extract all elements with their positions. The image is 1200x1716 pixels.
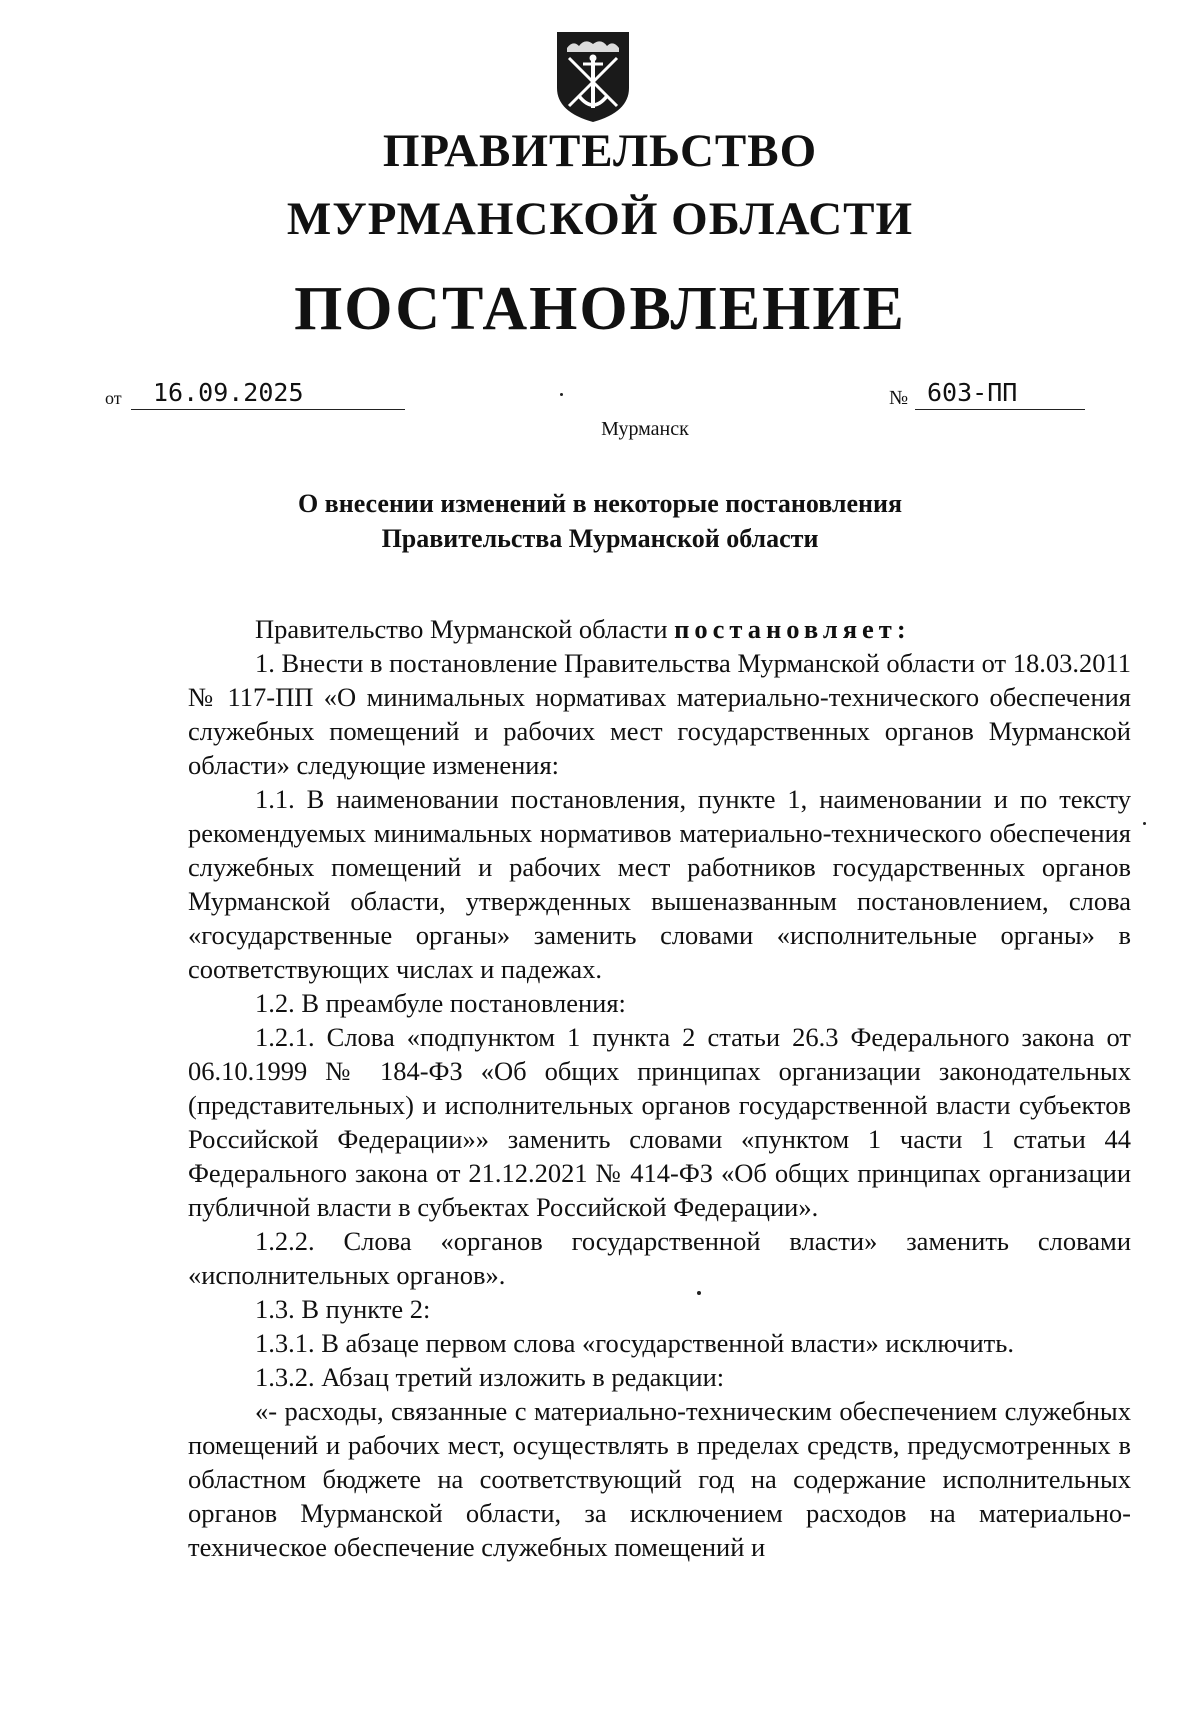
scan-speck bbox=[560, 393, 563, 396]
scan-speck bbox=[697, 1291, 701, 1295]
subject-line2: Правительства Мурманской области bbox=[381, 524, 819, 553]
date-number-row bbox=[105, 378, 1105, 414]
intro-paragraph bbox=[188, 612, 1131, 646]
date-prefix: от bbox=[105, 388, 122, 408]
document-subject bbox=[0, 486, 1200, 556]
paragraph-1-3: 1.3. В пункте 2: bbox=[255, 1294, 431, 1324]
quoted-paragraph: «- расходы, связанные с материально-техническим обеспечением служебных помещений и рабочих мест, осуществлять в пределах средств, предусмотренных в областном бюджете на соответствующий год на содержание исполнительных органов Мурманской области, за исключением расходов на материально-техническое обеспечение служебных помещений и bbox=[188, 1396, 1131, 1562]
subject-line1: О внесении изменений в некоторые постановления bbox=[297, 489, 903, 518]
organization-name-line1: ПРАВИТЕЛЬСТВО bbox=[382, 125, 818, 177]
number-sign: № bbox=[889, 387, 909, 409]
paragraph-1-2-1: 1.2.1. Слова «подпунктом 1 пункта 2 статьи 26.3 Федерального закона от 06.10.1999 № 184-ФЗ «Об общих принципах организации законодательных (представительных) и исполнительных органов государственной власти субъектов Российской Федерации»» заменить словами «пунктом 1 части 1 статьи 44 Федерального закона от 21.12.2021 № 414-ФЗ «Об общих принципах организации публичной власти в субъектах Российской Федерации». bbox=[188, 1022, 1131, 1222]
intro-text: Правительство Мурманской области bbox=[255, 614, 668, 644]
document-date: 16.09.2025 bbox=[131, 378, 405, 410]
document-body bbox=[188, 612, 1131, 1564]
document-type-title: ПОСТАНОВЛЕНИЕ bbox=[294, 275, 906, 343]
coat-of-arms-icon bbox=[553, 28, 633, 124]
paragraph-1-1: 1.1. В наименовании постановления, пункте 1, наименовании и по тексту рекомендуемых минимальных нормативов материально-технического обеспечения служебных помещений и рабочих мест работников государственных органов Мурманской области, утвержденных вышеназванным постановлением, слова «государственные органы» заменить словами «исполнительные органы» в соответствующих числах и падежах. bbox=[188, 784, 1131, 984]
document-number: 603-ПП bbox=[915, 378, 1085, 410]
paragraph-1-3-1: 1.3.1. В абзаце первом слова «государственной власти» исключить. bbox=[255, 1328, 1014, 1358]
paragraph-1: 1. Внести в постановление Правительства Мурманской области от 18.03.2011 № 117-ПП «О минимальных нормативах материально-технического обеспечения служебных помещений и рабочих мест государственных органов Мурманской области» следующие изменения: bbox=[188, 648, 1131, 780]
scan-speck bbox=[1143, 822, 1146, 825]
organization-name-line2: МУРМАНСКОЙ ОБЛАСТИ bbox=[286, 193, 914, 245]
issue-city: Мурманск bbox=[601, 418, 689, 440]
paragraph-1-2-2: 1.2.2. Слова «органов государственной власти» заменить словами «исполнительных органов». bbox=[188, 1226, 1131, 1290]
paragraph-1-3-2: 1.3.2. Абзац третий изложить в редакции: bbox=[255, 1362, 725, 1392]
intro-verb: постановляет: bbox=[674, 614, 911, 644]
paragraph-1-2: 1.2. В преамбуле постановления: bbox=[255, 988, 626, 1018]
